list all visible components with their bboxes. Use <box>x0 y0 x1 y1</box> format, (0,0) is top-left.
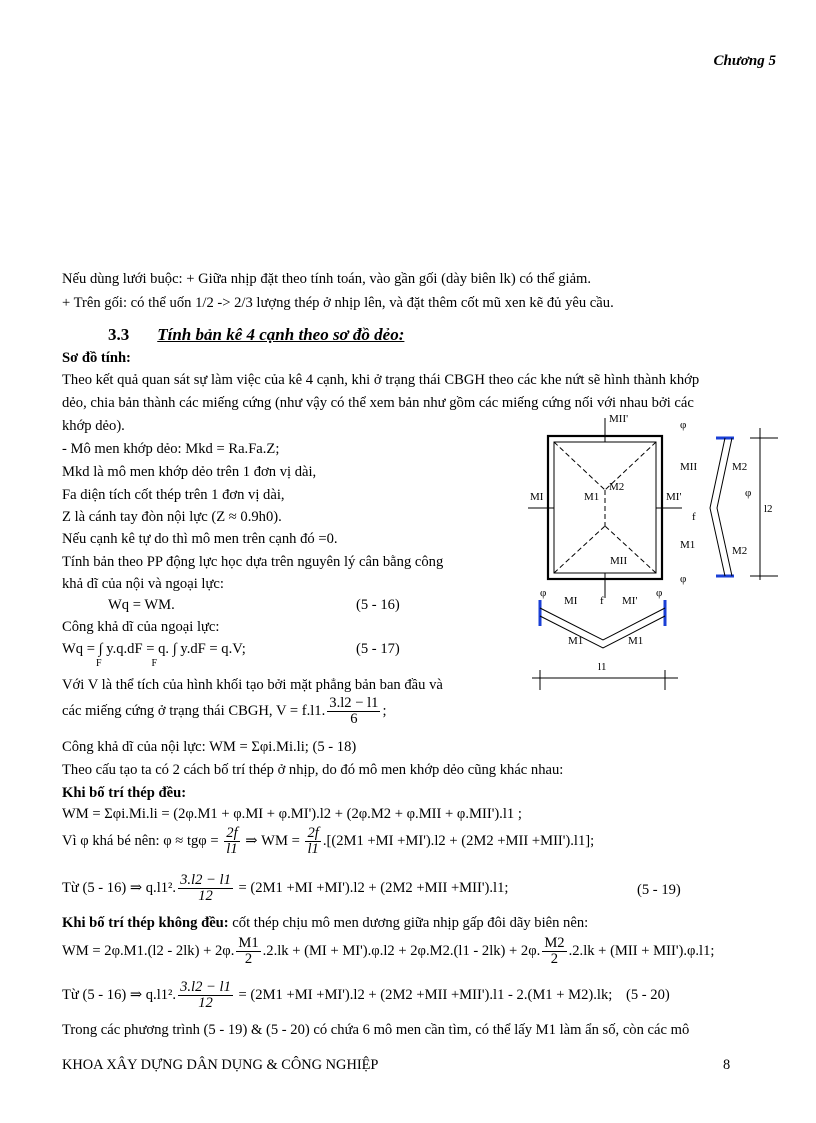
section-title: Tính bản kê 4 cạnh theo sơ đồ dẻo: <box>157 325 405 344</box>
section-number: 3.3 <box>108 325 130 344</box>
equation-number: (5 - 19) <box>637 882 681 898</box>
label-phi: φ <box>656 587 663 599</box>
slab-yield-line-figure <box>520 408 790 698</box>
paragraph-line: dẻo, chia bản thành các miếng cứng (như vậy có thể xem bản như gồm các miếng cứng nối với nhau bởi các <box>62 395 694 411</box>
footer-faculty: KHOA XÂY DỰNG DÂN DỤNG & CÔNG NGHIỆP <box>62 1057 379 1073</box>
label-m1-bottom: M1 <box>628 635 644 647</box>
page-number: 8 <box>723 1057 731 1073</box>
label-phi: φ <box>540 587 547 599</box>
label-mi: MI <box>530 491 544 503</box>
paragraph-line: khả dĩ của nội và ngoại lực: <box>62 576 224 592</box>
equation-wm2: WM = 2φ.M1.(l2 - 2lk) + 2φ. $\frac{M1}{2}$ .2.lk + (MI + MI').φ.l2 + 2φ.M2.(l1 - 2lk) + 2φ. $\frac{M2}{2}$ .2.lk + (MII + MII').φ.l1; <box>62 935 715 968</box>
paragraph-line: khớp dẻo). <box>62 418 125 434</box>
equation-wm: WM = Σφi.Mi.li = (2φ.M1 + φ.MI + φ.MI').l2 + (2φ.M2 + φ.MII + φ.MII').l1 ; <box>62 806 522 822</box>
equation-number: (5 - 16) <box>356 597 400 613</box>
label-l1: l1 <box>598 661 607 673</box>
label-mi-prime-bottom: MI' <box>622 595 638 607</box>
paragraph-line: Trong các phương trình (5 - 19) & (5 - 20) có chứa 6 mô men cần tìm, có thể lấy M1 làm ẩn số, còn các mô <box>62 1022 690 1038</box>
equation-5-17: Wq = ∫ y.q.dF = q. ∫ y.dF = q.V; <box>62 641 246 657</box>
label-mi-prime: MI' <box>666 491 682 503</box>
paragraph-line: Mkd là mô men khớp dẻo trên 1 đơn vị dài, <box>62 464 317 480</box>
subheading-thep-deu: Khi bố trí thép đều: <box>62 785 187 801</box>
equation-5-19: Từ (5 - 16) ⇒ q.l1². $\frac{3.l2 - l1}{12}$ = (2M1 +MI +MI').l2 + (2M2 +MII +MII').l1; <box>62 872 509 905</box>
equation-5-16: Wq = WM. <box>108 597 175 613</box>
paragraph-line: Với V là thể tích của hình khối tạo bởi mặt phẳng bản ban đầu và <box>62 677 443 693</box>
equation-5-20: Từ (5 - 16) ⇒ q.l1². $\frac{3.l2 - l1}{12}$ = (2M1 +MI +MI').l2 + (2M2 +MII +MII').l1 - 2.(M1 + M2).lk; (5 - 20) <box>62 979 670 1012</box>
label-m1-bottom: M1 <box>568 635 584 647</box>
intro-line-2: + Trên gối: có thể uốn 1/2 -> 2/3 lượng thép ở nhịp lên, và đặt thêm cốt mũ xen kẽ đủ yêu cầu. <box>62 295 614 311</box>
label-mii-right: MII <box>680 461 698 473</box>
label-mii: MII <box>610 555 628 567</box>
subheading-so-do-tinh: Sơ đồ tính: <box>62 350 131 366</box>
label-m2-right: M2 <box>732 461 748 473</box>
paragraph-line: Theo kết quả quan sát sự làm việc của kê 4 cạnh, khi ở trạng thái CBGH theo các khe nứt sẽ hình thành khớp <box>62 372 700 388</box>
equation-vi-phi: Vì φ khá bé nên: φ ≈ tgφ = $\frac{2f}{l1}$ ⇒ WM = $\frac{2f}{l1}$ .[(2M1 +MI +MI').l2 + (2M2 +MII +MII').l1]; <box>62 825 595 858</box>
label-m2-right: M2 <box>732 545 748 557</box>
chapter-label: Chương 5 <box>713 53 776 69</box>
label-phi: φ <box>680 573 687 585</box>
paragraph-line: Nếu cạnh kê tự do thì mô men trên cạnh đó =0. <box>62 531 338 547</box>
volume-formula: các miếng cứng ở trạng thái CBGH, V = f.l1. $\frac{3.l2 - l1}{6}$ ; <box>62 695 387 728</box>
subheading-thep-khong-deu: Khi bố trí thép không đều: cốt thép chịu mô men dương giữa nhịp gấp đôi dãy biên nên: <box>62 915 589 931</box>
paragraph-line: Công khả dĩ của ngoại lực: <box>62 619 220 635</box>
label-m1: M1 <box>584 491 600 503</box>
label-mii-prime: MII' <box>609 413 629 425</box>
label-phi: φ <box>745 487 752 499</box>
label-mi-bottom: MI <box>564 595 578 607</box>
paragraph-line: Z là cánh tay đòn nội lực (Z ≈ 0.9h0). <box>62 509 282 525</box>
label-l2: l2 <box>764 503 773 515</box>
label-m2: M2 <box>609 481 625 493</box>
paragraph-line: Theo cấu tạo ta có 2 cách bố trí thép ở nhịp, do đó mô men khớp dẻo cũng khác nhau: <box>62 762 564 778</box>
section-heading <box>108 325 404 345</box>
label-f: f <box>692 511 696 523</box>
label-f-bottom: f <box>600 595 604 607</box>
equation-number: (5 - 17) <box>356 641 400 657</box>
paragraph-line: Tính bản theo PP động lực học dựa trên nguyên lý cân bằng công <box>62 554 444 570</box>
label-phi: φ <box>680 419 687 431</box>
paragraph-line: - Mô men khớp dẻo: Mkd = Ra.Fa.Z; <box>62 441 280 457</box>
label-m1-right: M1 <box>680 539 696 551</box>
integral-subscripts: F F <box>96 658 158 669</box>
intro-line-1: Nếu dùng lưới buộc: + Giữa nhịp đặt theo tính toán, vào gần gối (dày biên lk) có thể giảm. <box>62 271 592 287</box>
paragraph-line: Fa diện tích cốt thép trên 1 đơn vị dài, <box>62 487 285 503</box>
paragraph-line: Công khả dĩ của nội lực: WM = Σφi.Mi.li; (5 - 18) <box>62 739 357 755</box>
